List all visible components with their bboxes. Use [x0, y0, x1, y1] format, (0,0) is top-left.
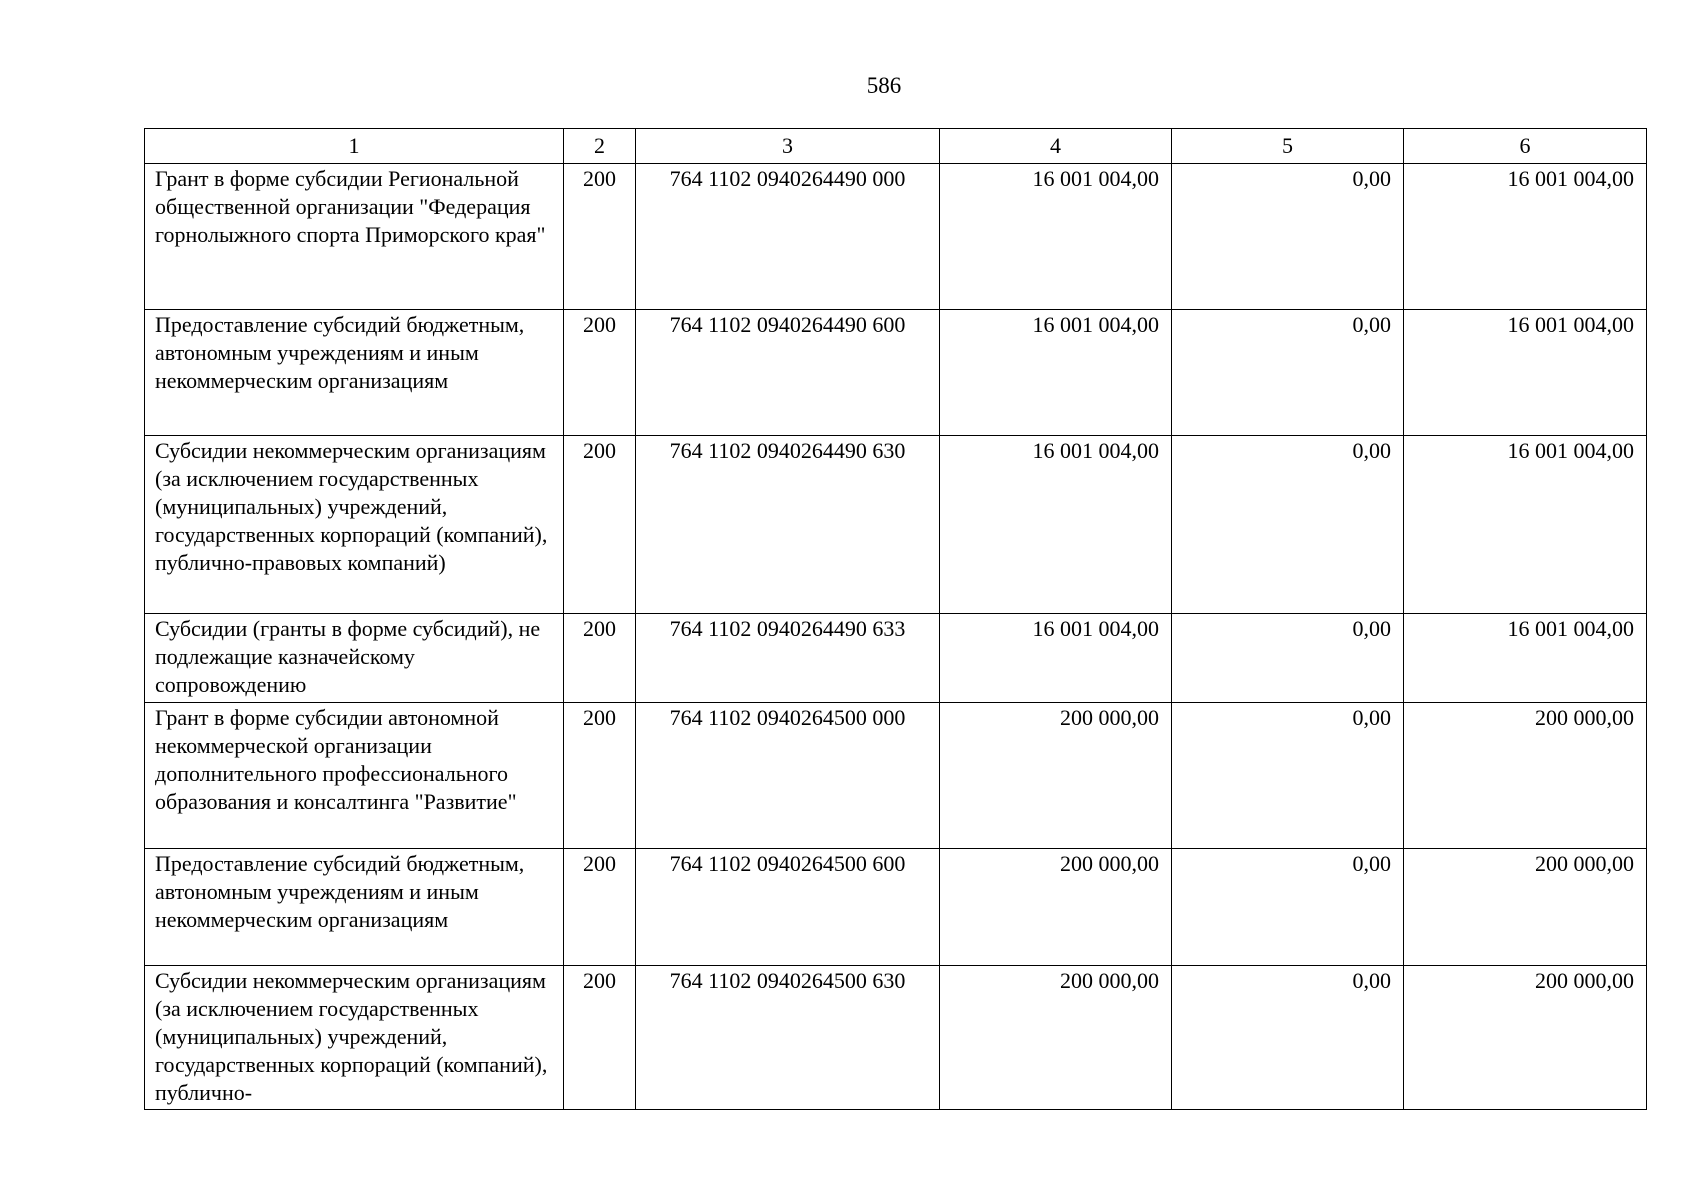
row-budget-code: 764 1102 0940264490 630	[636, 436, 940, 614]
column-header: 5	[1172, 129, 1404, 164]
row-budget-code: 764 1102 0940264490 633	[636, 614, 940, 703]
row-admin-code: 200	[564, 164, 636, 310]
row-budget-code: 764 1102 0940264500 630	[636, 966, 940, 1110]
page-number: 586	[866, 73, 902, 98]
row-value-col6: 16 001 004,00	[1404, 164, 1647, 310]
row-value-col6: 200 000,00	[1404, 849, 1647, 966]
row-budget-code: 764 1102 0940264500 000	[636, 703, 940, 849]
row-admin-code: 200	[564, 436, 636, 614]
table-row	[145, 849, 1647, 966]
column-header: 6	[1404, 129, 1647, 164]
table-row	[145, 436, 1647, 614]
table-header-row	[145, 129, 1647, 164]
row-value-col5: 0,00	[1172, 966, 1404, 1110]
row-admin-code: 200	[564, 310, 636, 436]
table-row	[145, 614, 1647, 703]
row-admin-code: 200	[564, 703, 636, 849]
row-value-col5: 0,00	[1172, 164, 1404, 310]
row-value-col4: 16 001 004,00	[940, 614, 1172, 703]
row-value-col4: 200 000,00	[940, 703, 1172, 849]
row-value-col5: 0,00	[1172, 703, 1404, 849]
column-header: 3	[636, 129, 940, 164]
row-budget-code: 764 1102 0940264500 600	[636, 849, 940, 966]
table-row	[145, 310, 1647, 436]
row-name: Грант в форме субсидии Региональной общественной организации "Федерация горнолыжного спорта Приморского края"	[145, 164, 564, 310]
row-name: Грант в форме субсидии автономной некоммерческой организации дополнительного профессионального образования и консалтинга "Развитие"	[145, 703, 564, 849]
row-value-col6: 16 001 004,00	[1404, 614, 1647, 703]
budget-table	[144, 128, 1647, 1110]
row-value-col5: 0,00	[1172, 849, 1404, 966]
row-name: Субсидии (гранты в форме субсидий), не подлежащие казначейскому сопровождению	[145, 614, 564, 703]
row-value-col4: 200 000,00	[940, 966, 1172, 1110]
column-header: 2	[564, 129, 636, 164]
row-value-col6: 200 000,00	[1404, 966, 1647, 1110]
row-value-col6: 16 001 004,00	[1404, 436, 1647, 614]
row-name: Предоставление субсидий бюджетным, автономным учреждениям и иным некоммерческим организациям	[145, 849, 564, 966]
row-admin-code: 200	[564, 966, 636, 1110]
row-name: Субсидии некоммерческим организациям (за исключением государственных (муниципальных) учреждений, государственных корпораций (компаний), публично-правовых компаний)	[145, 436, 564, 614]
column-header: 1	[145, 129, 564, 164]
row-value-col4: 200 000,00	[940, 849, 1172, 966]
column-header: 4	[940, 129, 1172, 164]
row-admin-code: 200	[564, 614, 636, 703]
table-row	[145, 966, 1647, 1110]
row-admin-code: 200	[564, 849, 636, 966]
row-value-col5: 0,00	[1172, 614, 1404, 703]
row-value-col4: 16 001 004,00	[940, 164, 1172, 310]
row-value-col5: 0,00	[1172, 310, 1404, 436]
row-name: Предоставление субсидий бюджетным, автономным учреждениям и иным некоммерческим организациям	[145, 310, 564, 436]
row-value-col4: 16 001 004,00	[940, 436, 1172, 614]
row-budget-code: 764 1102 0940264490 000	[636, 164, 940, 310]
table-row	[145, 164, 1647, 310]
row-name: Субсидии некоммерческим организациям (за исключением государственных (муниципальных) учреждений, государственных корпораций (компаний), публично-	[145, 966, 564, 1110]
row-value-col6: 16 001 004,00	[1404, 310, 1647, 436]
row-budget-code: 764 1102 0940264490 600	[636, 310, 940, 436]
row-value-col5: 0,00	[1172, 436, 1404, 614]
table-row	[145, 703, 1647, 849]
row-value-col6: 200 000,00	[1404, 703, 1647, 849]
row-value-col4: 16 001 004,00	[940, 310, 1172, 436]
